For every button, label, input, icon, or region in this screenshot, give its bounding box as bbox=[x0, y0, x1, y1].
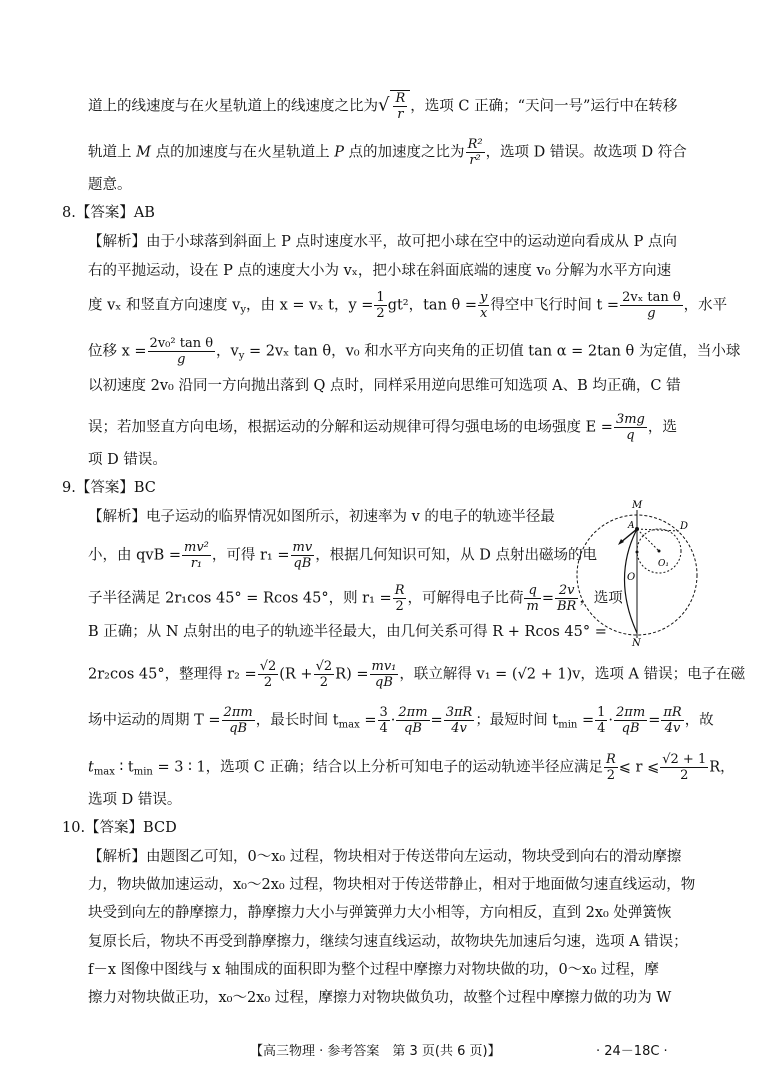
text-segment: = 2vₓ tan θ，v₀ 和水平方向夹角的正切值 tan α = 2tan θ 为定值，当小球 bbox=[244, 343, 741, 360]
fraction-denominator: 4v bbox=[451, 721, 467, 736]
fraction-numerator: 2πm bbox=[398, 705, 428, 720]
fraction bbox=[396, 705, 429, 736]
text-line: 【解析】由于小球落到斜面上 P 点时速度水平，故可把小球在空中的运动逆向看成从 P 点向 bbox=[88, 234, 677, 250]
fraction-numerator: 3mg bbox=[615, 412, 645, 427]
fraction bbox=[393, 91, 407, 122]
footer-code: · 24－18C · bbox=[596, 1044, 668, 1059]
fraction bbox=[258, 659, 279, 690]
text-line: 右的平抛运动，设在 P 点的速度大小为 vₓ，把小球在斜面底端的速度 v₀ 分解为水平方向速 bbox=[88, 263, 672, 279]
text-segment: = bbox=[577, 712, 595, 729]
text-line: 项 D 错误。 bbox=[88, 452, 167, 468]
fraction bbox=[314, 659, 335, 690]
fraction-numerator: 2πm bbox=[223, 705, 253, 720]
fraction bbox=[620, 290, 683, 321]
fraction-denominator: 2 bbox=[319, 675, 329, 690]
fraction-numerator: 2vₓ tan θ bbox=[622, 290, 681, 305]
text-line: 复原长后，物块不再受到静摩擦力，继续匀速直线运动，故物块先加速后匀速，选项 A 错误； bbox=[88, 934, 688, 950]
text-line: 力，物块做加速运动，x₀～2x₀ 过程，物块相对于传送带静止，相对于地面做匀速直线运动，物 bbox=[88, 877, 696, 893]
text-segment: ，选 bbox=[647, 419, 677, 436]
text-segment: 点的加速度与在火星轨道上 bbox=[150, 144, 335, 161]
fraction bbox=[466, 137, 485, 168]
text-segment: ，可解得电子比荷 bbox=[407, 590, 524, 607]
point-A bbox=[635, 527, 639, 531]
text-segment: 位移 x = bbox=[88, 343, 147, 360]
fraction-numerator: R² bbox=[467, 137, 483, 152]
text-line: 【解析】由题图乙可知，0～x₀ 过程，物块相对于传送带向左运动，物块受到向右的滑动摩擦 bbox=[88, 849, 682, 865]
text-line: 度 vₓ 和竖直方向速度 $v_y$，由 x = vₓ t，y = $\frac{1}{2}$ gt²，tan θ = $\frac{y}{x}$ 得空中飞行时间 t = $\frac{\text{2vₓ tan θ}}{g}$ ，水平 bbox=[88, 290, 728, 321]
fraction bbox=[182, 540, 211, 571]
text-line: f－x 图像中图线与 x 轴围成的面积即为整个过程中摩擦力对物块做的功，0～x₀ 过程，摩 bbox=[88, 962, 659, 978]
label-A: A bbox=[628, 521, 635, 531]
fraction-numerator: 3πR bbox=[445, 705, 473, 720]
fraction-denominator: q bbox=[626, 428, 635, 443]
fraction bbox=[393, 583, 407, 614]
point-O bbox=[636, 551, 639, 554]
fraction-numerator: 1 bbox=[597, 705, 606, 720]
fraction-denominator: 2 bbox=[263, 675, 273, 690]
subscript: max bbox=[93, 766, 115, 778]
fraction-numerator: R bbox=[606, 752, 616, 767]
magnetic-field-diagram bbox=[572, 498, 722, 648]
fraction bbox=[444, 705, 475, 736]
subscript: min bbox=[558, 719, 578, 731]
text-segment: ，联立解得 v₁ = (√2 + 1)v，选项 A 错误；电子在磁 bbox=[399, 666, 746, 683]
fraction-denominator: m bbox=[526, 599, 539, 614]
text-segment: ∶ t bbox=[114, 759, 134, 776]
fraction bbox=[148, 336, 215, 367]
text-line bbox=[88, 90, 677, 122]
text-segment: gt²，tan θ = bbox=[387, 297, 478, 314]
text-segment: 得空中飞行时间 t = bbox=[490, 297, 620, 314]
label-N: N bbox=[632, 638, 641, 648]
fraction-denominator: 2 bbox=[395, 599, 404, 614]
text-segment: 道上的线速度与在火星轨道上的线速度之比为 bbox=[88, 98, 378, 115]
text-segment: 子半径满足 2r₁cos 45° = Rcos 45°，则 r₁ = bbox=[88, 590, 392, 607]
text-segment: = bbox=[541, 590, 554, 607]
text-line bbox=[88, 583, 623, 614]
text-line: 选项 D 错误。 bbox=[88, 792, 182, 808]
text-line bbox=[88, 752, 735, 783]
fraction-denominator: g bbox=[647, 306, 656, 321]
fraction bbox=[661, 705, 683, 736]
fraction-denominator: qB bbox=[293, 556, 312, 571]
text-segment: 2r₂cos 45°，整理得 r₂ = bbox=[88, 666, 257, 683]
fraction-denominator: qB bbox=[621, 721, 640, 736]
fraction-denominator: 4 bbox=[379, 721, 388, 736]
fraction-numerator: mv bbox=[292, 540, 313, 555]
fraction-numerator: πR bbox=[663, 705, 682, 720]
text-line: 以初速度 2v₀ 沿同一方向抛出落到 Q 点时，同样采用逆向思维可知选项 A、B 均正确，C 错 bbox=[88, 378, 681, 394]
text-line bbox=[88, 540, 597, 571]
answer-heading: 9.【答案】BC bbox=[62, 480, 156, 496]
label-D: D bbox=[680, 521, 689, 532]
var: P bbox=[334, 144, 344, 161]
fraction-numerator: 3 bbox=[379, 705, 388, 720]
text-segment: ，选项 C 正确；“天问一号”运行中在转移 bbox=[410, 98, 678, 115]
fraction bbox=[291, 540, 315, 571]
fraction bbox=[374, 290, 386, 321]
var: M bbox=[136, 144, 151, 161]
text-segment: 误；若加竖直方向电场，根据运动的分解和运动规律可得匀强电场的电场强度 E = bbox=[88, 419, 613, 436]
text-segment: = bbox=[648, 712, 661, 729]
label-M: M bbox=[632, 500, 643, 511]
fraction bbox=[378, 705, 390, 736]
fraction-denominator: x bbox=[480, 306, 488, 321]
text-segment: ，选项 bbox=[579, 590, 623, 607]
fraction-numerator: 1 bbox=[376, 290, 385, 305]
text-segment: · bbox=[390, 712, 396, 729]
text-segment: ，水平 bbox=[683, 297, 728, 314]
fraction-numerator: √2 bbox=[315, 659, 333, 674]
text-segment: = 3 ∶ 1，选项 C 正确；结合以上分析可知电子的运动轨迹半径应满足 bbox=[152, 759, 603, 776]
text-segment: (R + bbox=[279, 666, 313, 683]
footer-title: 【高三物理 · 参考答案 第 3 页(共 6 页)】 bbox=[250, 1044, 501, 1059]
text-line bbox=[88, 705, 714, 736]
text-segment: ，由 x = vₓ t，y = bbox=[246, 297, 374, 314]
label-O: O bbox=[627, 572, 636, 583]
text-segment: 小，由 qvB = bbox=[88, 547, 181, 564]
text-line: 题意。 bbox=[88, 177, 132, 193]
fraction-denominator: 2 bbox=[606, 768, 616, 783]
text-segment: t bbox=[88, 759, 94, 776]
fraction-numerator: mv₁ bbox=[371, 659, 397, 674]
text-segment: R， bbox=[709, 759, 735, 776]
text-segment: 轨道上 bbox=[88, 144, 137, 161]
point-O1 bbox=[658, 550, 661, 553]
fraction bbox=[614, 705, 647, 736]
fraction-numerator: R bbox=[395, 91, 406, 106]
text-line: 擦力对物块做正功，x₀～2x₀ 过程，摩擦力对物块做负功，故整个过程中摩擦力做的功为 W bbox=[88, 990, 672, 1006]
fraction bbox=[478, 290, 489, 321]
fraction bbox=[524, 583, 540, 614]
text-line bbox=[88, 137, 687, 168]
fraction-numerator: q bbox=[524, 583, 540, 599]
fraction bbox=[222, 705, 255, 736]
fraction-numerator: √2 + 1 bbox=[662, 752, 707, 767]
text-segment: ，选项 D 错误。故选项 D 符合 bbox=[485, 144, 687, 161]
text-segment: R) = bbox=[335, 666, 369, 683]
fraction-numerator: R bbox=[394, 583, 405, 598]
text-segment: = bbox=[430, 712, 443, 729]
text-segment: ，可得 r₁ = bbox=[211, 547, 290, 564]
label-O1: O₁ bbox=[658, 559, 669, 569]
text-segment: ，根据几何知识可知，从 D 点射出磁场的电 bbox=[315, 547, 598, 564]
text-segment: ⩽ r ⩽ bbox=[618, 759, 660, 776]
fraction-denominator: qB bbox=[375, 675, 393, 690]
answer-heading: 8.【答案】AB bbox=[62, 205, 155, 221]
text-segment: ，v bbox=[216, 343, 239, 360]
fraction-numerator: 2v₀² tan θ bbox=[149, 336, 214, 351]
fraction bbox=[595, 705, 607, 736]
text-line: B 正确；从 N 点射出的电子的轨迹半径最大，由几何关系可得 R + Rcos 45° = bbox=[88, 624, 607, 640]
fraction-denominator: 4v bbox=[664, 721, 681, 736]
sqrt-body bbox=[390, 90, 410, 122]
text-line: 位移 x = $\frac{\text{2v₀² tan θ}}{g}$ ，$v_y = 2v_x$ tan θ，v₀ 和水平方向夹角的正切值 tan α = 2tan θ 为定值，当小球 bbox=[88, 336, 741, 367]
fraction bbox=[614, 412, 647, 443]
fraction-denominator: r² bbox=[469, 153, 481, 168]
answer-heading: 10.【答案】BCD bbox=[62, 820, 177, 836]
subscript: min bbox=[133, 766, 153, 778]
text-segment: · bbox=[608, 712, 614, 729]
text-line bbox=[88, 412, 677, 443]
text-segment: 度 vₓ 和竖直方向速度 v bbox=[88, 297, 241, 314]
text-line bbox=[88, 659, 745, 690]
fraction-denominator: qB bbox=[229, 721, 248, 736]
fraction-numerator: 2πm bbox=[616, 705, 646, 720]
fraction bbox=[660, 752, 708, 783]
fraction-denominator: 2 bbox=[680, 768, 689, 783]
text-segment: ，最长时间 t bbox=[255, 712, 339, 729]
fraction-numerator: y bbox=[480, 290, 488, 305]
fraction bbox=[604, 752, 618, 783]
fraction-numerator: mv² bbox=[184, 540, 209, 555]
text-line: 块受到向左的静摩擦力，静摩擦力大小与弹簧弹力大小相等，方向相反，直到 2x₀ 处弹簧恢 bbox=[88, 905, 672, 921]
fraction-denominator: g bbox=[177, 352, 186, 367]
text-segment: ；最短时间 t bbox=[475, 712, 559, 729]
text-line: 【解析】电子运动的临界情况如图所示，初速率为 v 的电子的轨迹半径最 bbox=[88, 509, 555, 525]
text-segment: 场中运动的周期 T = bbox=[88, 712, 221, 729]
fraction-denominator: 2 bbox=[376, 306, 385, 321]
text-segment: = bbox=[359, 712, 377, 729]
fraction-denominator: 4 bbox=[597, 721, 606, 736]
fraction-numerator: 2v bbox=[555, 583, 578, 599]
fraction-numerator: √2 bbox=[259, 659, 277, 674]
text-segment: ，故 bbox=[684, 712, 714, 729]
fraction-denominator: r₁ bbox=[190, 556, 203, 571]
sqrt-symbol: √ bbox=[378, 94, 390, 116]
fraction bbox=[370, 659, 399, 690]
fraction-denominator: BR bbox=[556, 599, 577, 614]
subscript: max bbox=[338, 719, 360, 731]
fraction-denominator: qB bbox=[404, 721, 422, 736]
fraction-denominator: r bbox=[397, 107, 404, 122]
text-segment: 点的加速度之比为 bbox=[343, 144, 465, 161]
